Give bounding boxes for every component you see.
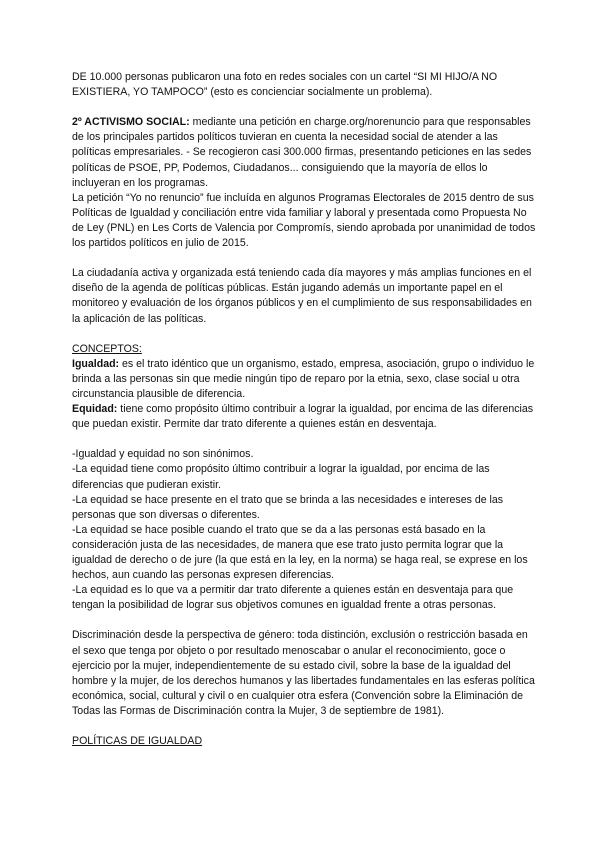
document-body [72,70,536,749]
bullet-item: -La equidad se hace posible cuando el trato que se da a las personas está basado en la consideración justa de las necesidades, de manera que ese trato justo permita lograr que la igualdad de derecho o de jure (la que está en la ley, en la norma) se haga real, se exprese en los hechos, aun cuando las personas expresen diferencias. [72,523,528,582]
bullet-item: -La equidad se hace presente en el trato que se brinda a las necesidades e intereses de las personas que son diversas o diferentes. [72,493,504,521]
ciudadania-paragraph: La ciudadanía activa y organizada está teniendo cada día mayores y más amplias funciones en el diseño de la agenda de políticas públicas. Están jugando además un importante papel en el monitoreo y evaluación de los órganos públicos y en el cumplimiento de sus responsabilidades en la aplicación de las políticas. [72,267,532,325]
bullet-item: -La equidad es lo que va a permitir dar trato diferente a quienes están en desventaja para que tengan la posibilidad de lograr sus objetivos comunes en igualdad frente a otras personas. [72,584,514,612]
igualdad-label: Igualdad: [72,357,120,370]
igualdad-text: es el trato idéntico que un organismo, estado, empresa, asociación, grupo o individuo le brinda a las personas sin que medie ningún tipo de reparo por la etnia, sexo, clase social u otra circunstancia plausible de diferencia. [72,357,535,400]
equidad-label: Equidad: [72,403,118,416]
discriminacion-paragraph: Discriminación desde la perspectiva de género: toda distinción, exclusión o restricción basada en el sexo que tenga por objeto o por resultado menoscabar o anular el reconocimiento, goce o ejercicio por la mujer, independientemente de su estado civil, sobre la base de la igualdad del hombre y la mujer, de los derechos humanos y las libertades fundamentales en las esferas política económica, social, cultural y civil o en cualquier otra esfera (Convención sobre la Eliminación de Todas las Formas de Discriminación contra la Mujer, 3 de septiembre de 1981). [72,629,535,717]
conceptos-heading: CONCEPTOS: [72,342,142,355]
bullet-item: -Igualdad y equidad no son sinónimos. [72,448,254,461]
activismo-text: mediante una petición en charge.org/norenuncio para que responsables de los principales partidos políticos tuvieran en cuenta la necesidad social de atender a las políticas empresariales. - Se recogieron casi 300.000 firmas, presentando peticiones en las sedes políticas de PSOE, PP, Podemos, Ciudadanos... consiguiendo que la mayoría de ellos lo incluyeran en los programas. [72,116,532,189]
activismo-paragraph [72,115,536,190]
politicas-heading: POLÍTICAS DE IGUALDAD [72,735,203,748]
equidad-text: tiene como propósito último contribuir a lograr la igualdad, por encima de las diferencias que puedan existir. Permite dar trato diferente a quienes están en desventaja. [72,403,534,431]
intro-paragraph: DE 10.000 personas publicaron una foto en redes sociales con un cartel “SI MI HIJO/A NO EXISTIERA, YO TAMPOCO” (esto es concienciar socialmente un problema). [72,71,498,99]
equidad-definition [72,402,536,432]
igualdad-definition [72,357,536,402]
activismo-label: 2º ACTIVISMO SOCIAL: [72,116,190,129]
peticion-paragraph: La petición “Yo no renuncio” fue incluída en algunos Programas Electorales de 2015 dentro de sus Políticas de Igualdad y conciliación entre vida familiar y laboral y presentada como Propuesta No de Ley (PNL) en Les Corts de Valencia por Compromís, siendo aprobada por unanimidad de todos los partidos políticos en julio de 2015. [72,191,536,250]
bullet-item: -La equidad tiene como propósito último contribuir a lograr la igualdad, por encima de las diferencias que pudieran existir. [72,463,490,491]
